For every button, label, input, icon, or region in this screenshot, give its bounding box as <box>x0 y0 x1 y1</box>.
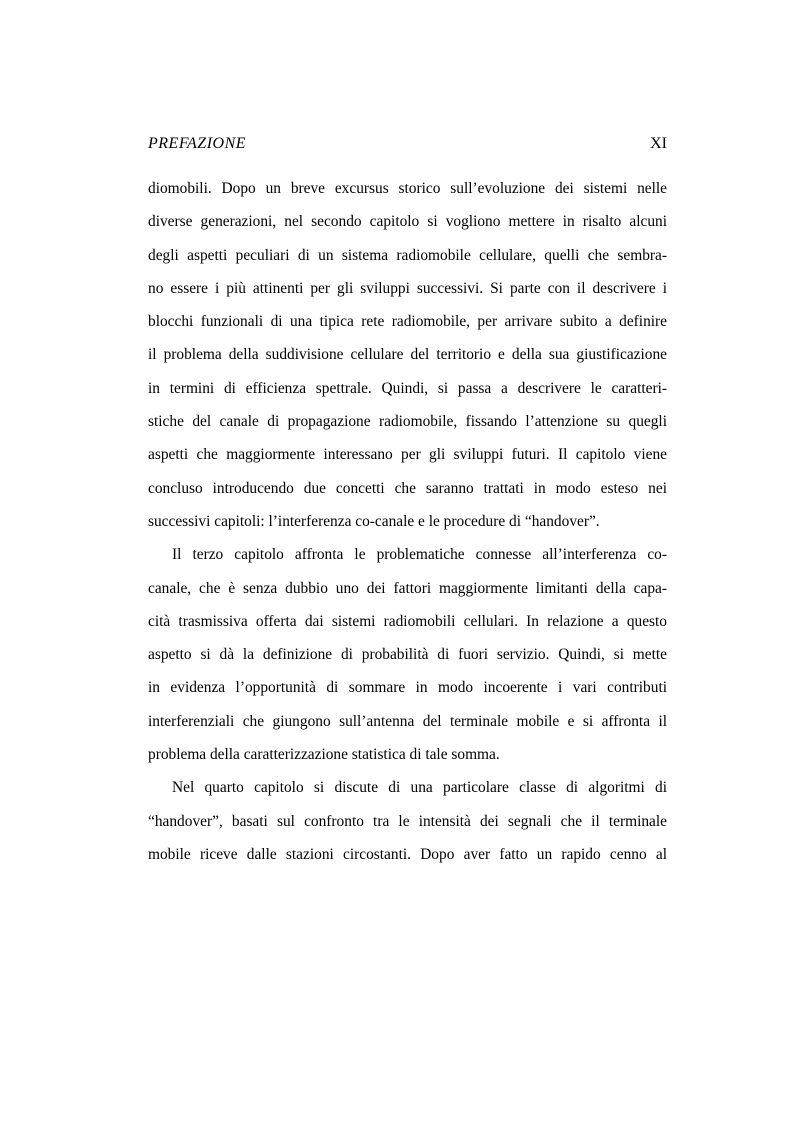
text-line: problema della caratterizzazione statistica di tale somma. <box>148 746 500 764</box>
text-line: diverse generazioni, nel secondo capitolo si vogliono mettere in risalto alcuni <box>148 213 667 231</box>
page-header <box>148 133 667 155</box>
text-line: no essere i più attinenti per gli sviluppi successivi. Si parte con il descrivere i <box>148 279 667 297</box>
text-line: Il terzo capitolo affronta le problematiche connesse all’interferenza co- <box>172 546 667 564</box>
text-line: cità trasmissiva offerta dai sistemi radiomobili cellulari. In relazione a questo <box>148 612 667 630</box>
text-line: diomobili. Dopo un breve excursus storico sull’evoluzione dei sistemi nelle <box>148 180 667 197</box>
text-line: il problema della suddivisione cellulare del territorio e della sua giustificazione <box>148 346 667 364</box>
text-line: aspetti che maggiormente interessano per gli sviluppi futuri. Il capitolo viene <box>148 446 667 464</box>
text-line: concluso introducendo due concetti che saranno trattati in modo esteso nei <box>148 479 667 497</box>
paragraph <box>148 544 667 777</box>
text-line: blocchi funzionali di una tipica rete radiomobile, per arrivare subito a definire <box>148 313 667 331</box>
text-line: degli aspetti peculiari di un sistema radiomobile cellulare, quelli che sembra- <box>148 246 667 264</box>
paragraph <box>148 178 667 544</box>
running-title: PREFAZIONE <box>148 135 247 152</box>
page-number: XI <box>650 135 667 152</box>
text-line: interferenziali che giungono sull’antenna del terminale mobile e si affronta il <box>148 712 667 730</box>
text-line: stiche del canale di propagazione radiomobile, fissando l’attenzione su quegli <box>148 413 667 431</box>
text-line: successivi capitoli: l’interferenza co-canale e le procedure di “handover”. <box>148 512 600 530</box>
body-text <box>148 178 667 877</box>
text-line: in termini di efficienza spettrale. Quindi, si passa a descrivere le caratteri- <box>148 379 667 397</box>
text-line: Nel quarto capitolo si discute di una particolare classe di algoritmi di <box>172 779 667 797</box>
paragraph <box>148 777 667 877</box>
text-line: aspetto si dà la definizione di probabilità di fuori servizio. Quindi, si mette <box>148 646 667 664</box>
text-line: mobile riceve dalle stazioni circostanti. Dopo aver fatto un rapido cenno al <box>148 845 667 863</box>
text-line: in evidenza l’opportunità di sommare in modo incoerente i vari contributi <box>148 679 667 697</box>
text-line: “handover”, basati sul confronto tra le intensità dei segnali che il terminale <box>148 812 667 830</box>
text-line: canale, che è senza dubbio uno dei fattori maggiormente limitanti della capa- <box>148 579 667 597</box>
